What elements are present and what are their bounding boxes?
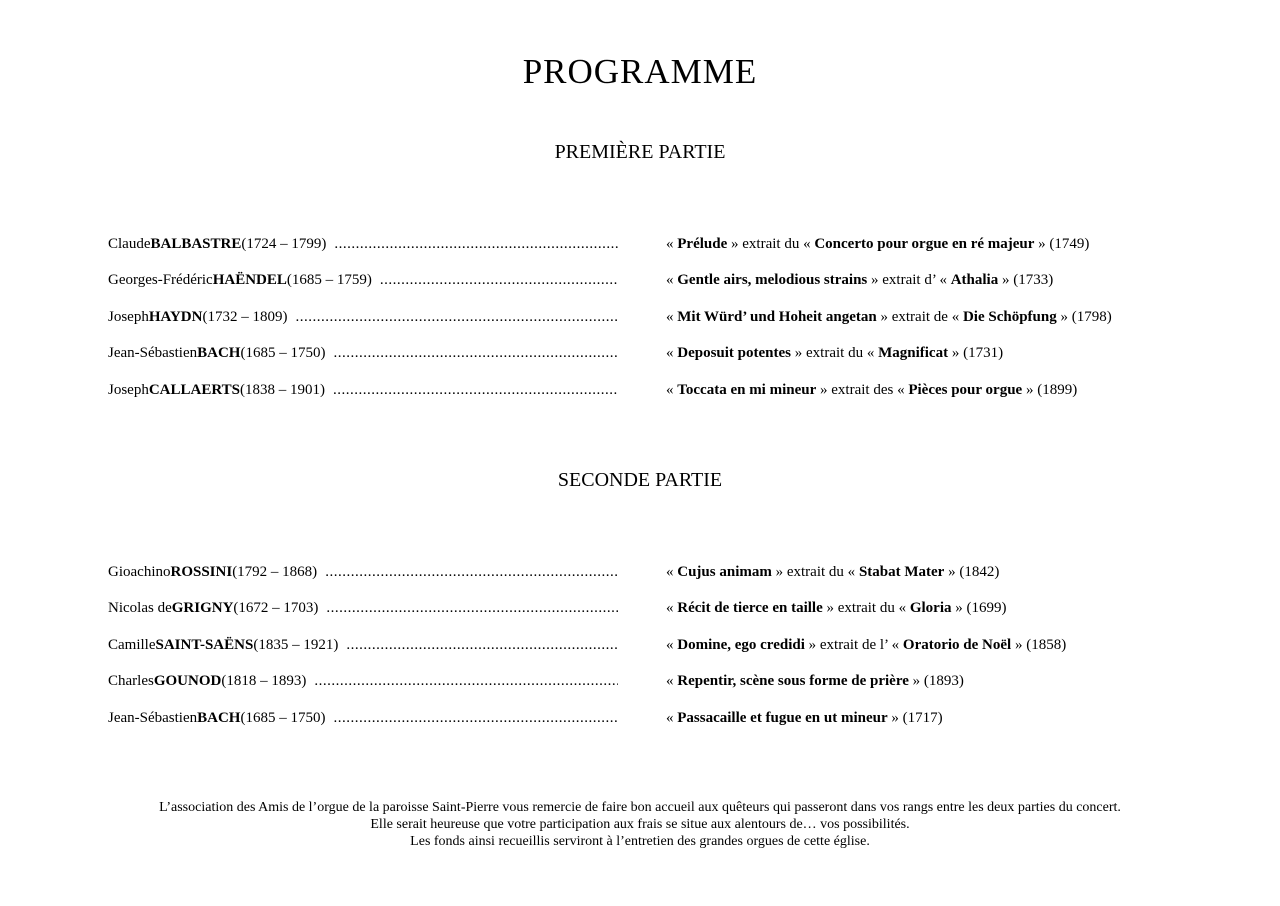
composer-last-name: GOUNOD [153, 673, 222, 689]
work-year: » (1798) [1056, 309, 1112, 325]
work-source: Athalia [950, 272, 999, 288]
work-year: » (1842) [944, 564, 1000, 580]
programme-title: PROGRAMME [522, 52, 758, 91]
quote-open: « [666, 345, 678, 361]
quote-open: « [666, 236, 678, 252]
composer-last-name: SAINT-SAËNS [155, 637, 254, 653]
work-connector: » extrait d’ « [867, 272, 951, 288]
work-title: Cujus animam [677, 564, 772, 580]
quote-open: « [666, 637, 678, 653]
composer-dates: (1835 – 1921) [253, 637, 339, 653]
composer-first-name: Jean-Sébastien [108, 345, 198, 361]
composer-dates: (1724 – 1799) [241, 236, 327, 252]
composer-first-name: Gioachino [108, 564, 171, 580]
work-title: Prélude [677, 236, 728, 252]
quote-open: « [666, 309, 678, 325]
work-year: » (1731) [948, 345, 1004, 361]
composer-first-name: Jean-Sébastien [108, 710, 198, 726]
work-year: » (1733) [998, 272, 1054, 288]
composer-dates: (1685 – 1750) [240, 345, 326, 361]
quote-open: « [666, 600, 678, 616]
work-source: Gloria [909, 600, 952, 616]
programme-row [108, 633, 1218, 657]
composer-last-name: ROSSINI [170, 564, 233, 580]
work-title: Passacaille et fugue en ut mineur [677, 710, 888, 726]
work-year: » (1899) [1022, 382, 1078, 398]
dot-leader [326, 596, 618, 620]
programme-row [108, 596, 1218, 620]
work-source: Pièces pour orgue [908, 382, 1023, 398]
footer-note [0, 799, 1280, 850]
work-connector: » extrait de l’ « [804, 637, 903, 653]
work-title: Toccata en mi mineur [677, 382, 817, 398]
composer-first-name: Joseph [108, 309, 149, 325]
composer [108, 596, 618, 620]
composer [108, 268, 618, 292]
composer [108, 706, 618, 730]
composer-first-name: Nicolas de [108, 600, 172, 616]
work-year: » (1893) [908, 673, 964, 689]
composer-first-name: Camille [108, 637, 156, 653]
composer-dates: (1732 – 1809) [202, 309, 288, 325]
work [666, 560, 999, 584]
quote-open: « [666, 382, 678, 398]
work-title: Récit de tierce en taille [677, 600, 823, 616]
work-title: Deposuit potentes [677, 345, 792, 361]
composer-last-name: HAYDN [148, 309, 203, 325]
work-title: Domine, ego credidi [677, 637, 805, 653]
part1-heading: PREMIÈRE PARTIE [554, 141, 726, 163]
dot-leader [346, 633, 618, 657]
composer [108, 305, 618, 329]
quote-open: « [666, 710, 678, 726]
work-connector: » extrait du « [771, 564, 859, 580]
composer-dates: (1818 – 1893) [221, 673, 307, 689]
composer-last-name: GRIGNY [171, 600, 234, 616]
dot-leader [333, 706, 618, 730]
composer [108, 232, 618, 256]
programme-row [108, 560, 1218, 584]
dot-leader [325, 560, 618, 584]
work [666, 596, 1007, 620]
dot-leader [380, 268, 618, 292]
work [666, 268, 1053, 292]
composer [108, 633, 618, 657]
work-title: Mit Würd’ und Hoheit angetan [677, 309, 877, 325]
work-title: Repentir, scène sous forme de prière [677, 673, 909, 689]
quote-open: « [666, 673, 678, 689]
work-connector: » extrait du « [791, 345, 879, 361]
composer-dates: (1838 – 1901) [240, 382, 326, 398]
work-year: » (1858) [1011, 637, 1067, 653]
dot-leader [333, 378, 618, 402]
programme-row [108, 305, 1218, 329]
composer-first-name: Georges-Frédéric [108, 272, 213, 288]
composer-dates: (1672 – 1703) [233, 600, 319, 616]
work-year: » (1717) [887, 710, 943, 726]
programme-row [108, 706, 1218, 730]
composer-last-name: BACH [197, 710, 241, 726]
work [666, 378, 1077, 402]
work [666, 305, 1112, 329]
work [666, 633, 1066, 657]
composer [108, 560, 618, 584]
composer [108, 341, 618, 365]
composer-first-name: Charles [108, 673, 154, 689]
dot-leader [314, 669, 618, 693]
work-year: » (1699) [951, 600, 1007, 616]
work-source: Stabat Mater [858, 564, 945, 580]
dot-leader [334, 232, 618, 256]
work [666, 706, 943, 730]
programme-row [108, 341, 1218, 365]
composer-last-name: CALLAERTS [148, 382, 241, 398]
programme-row [108, 232, 1218, 256]
work-connector: » extrait des « [816, 382, 909, 398]
composer [108, 378, 618, 402]
work [666, 232, 1089, 256]
work-connector: » extrait du « [727, 236, 815, 252]
composer-first-name: Joseph [108, 382, 149, 398]
composer-last-name: HAËNDEL [212, 272, 287, 288]
programme-row [108, 669, 1218, 693]
footer-line-2: Elle serait heureuse que votre participation aux frais se situe aux alentours de… vos possibilités. [370, 817, 910, 832]
programme-row [108, 268, 1218, 292]
work-source: Die Schöpfung [962, 309, 1057, 325]
composer-dates: (1685 – 1759) [286, 272, 372, 288]
work-year: » (1749) [1034, 236, 1090, 252]
work-source: Concerto pour orgue en ré majeur [814, 236, 1035, 252]
work [666, 341, 1003, 365]
composer-last-name: BACH [197, 345, 241, 361]
quote-open: « [666, 564, 678, 580]
dot-leader [295, 305, 618, 329]
footer-line-3: Les fonds ainsi recueillis serviront à l’entretien des grandes orgues de cette église. [410, 834, 870, 849]
part2-heading: SECONDE PARTIE [557, 469, 723, 491]
work [666, 669, 964, 693]
programme-row [108, 378, 1218, 402]
composer-dates: (1685 – 1750) [240, 710, 326, 726]
work-title: Gentle airs, melodious strains [677, 272, 868, 288]
composer [108, 669, 618, 693]
dot-leader [333, 341, 618, 365]
work-source: Oratorio de Noël [902, 637, 1012, 653]
composer-dates: (1792 – 1868) [232, 564, 318, 580]
footer-line-1: L’association des Amis de l’orgue de la paroisse Saint-Pierre vous remercie de faire bon accueil aux quêteurs qui passeront dans vos rangs entre les deux parties du concert. [159, 800, 1121, 815]
composer-first-name: Claude [108, 236, 151, 252]
work-connector: » extrait du « [822, 600, 910, 616]
composer-last-name: BALBASTRE [150, 236, 242, 252]
quote-open: « [666, 272, 678, 288]
work-source: Magnificat [878, 345, 949, 361]
work-connector: » extrait de « [876, 309, 963, 325]
